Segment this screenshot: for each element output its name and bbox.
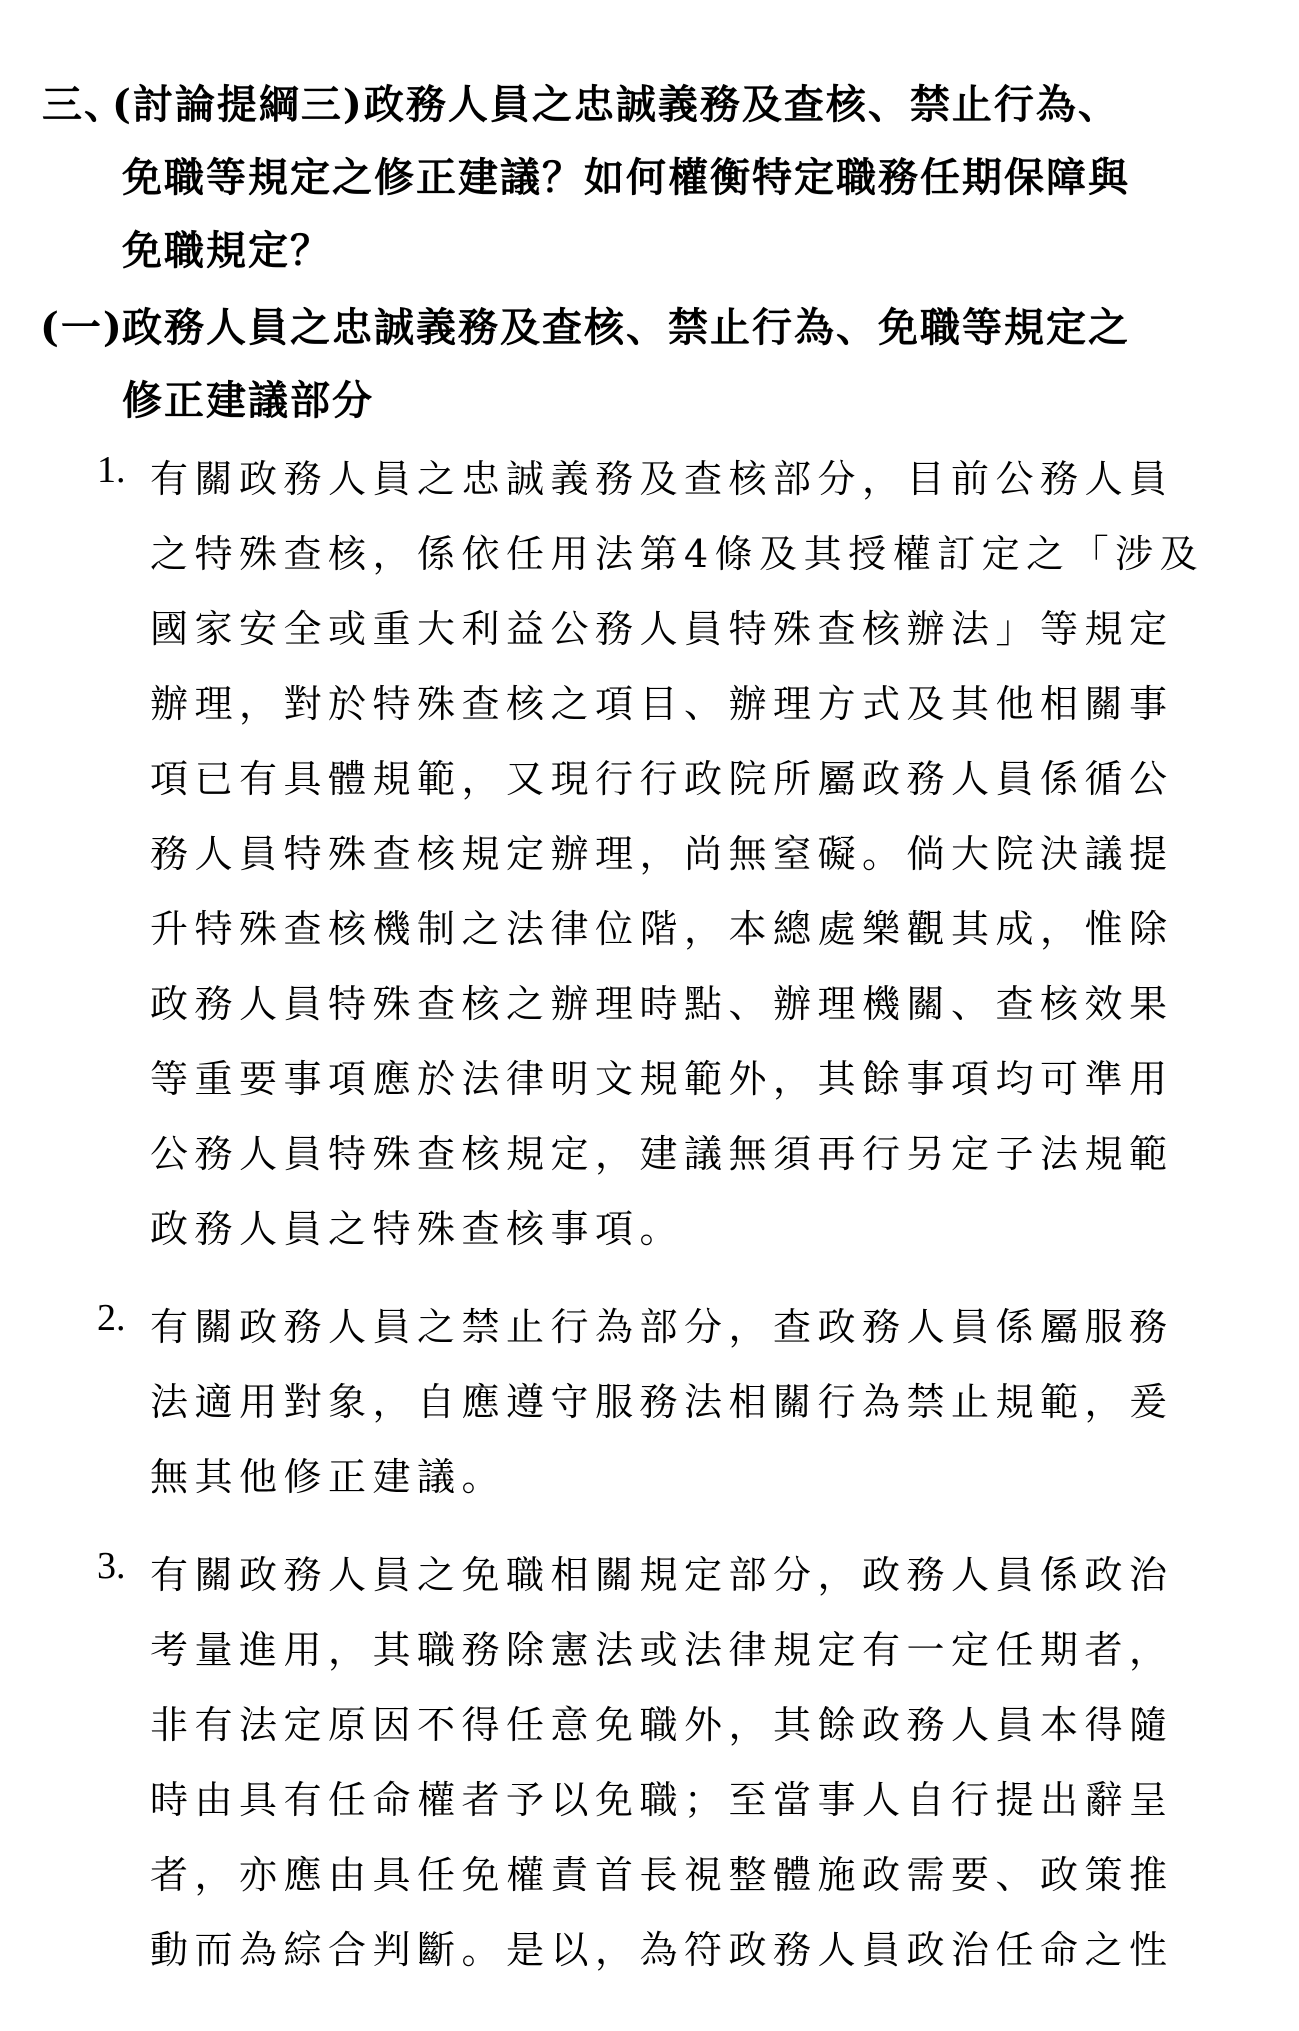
item-number: 3. xyxy=(97,1545,126,1587)
subsection-one-line-2: 修正建議部分 xyxy=(122,377,374,424)
item-line: 法適用對象，自應遵守服務法相關行為禁止規範，爰 xyxy=(150,1380,1174,1424)
item-line: 國家安全或重大利益公務人員特殊查核辦法」等規定 xyxy=(150,607,1174,651)
item-line: 務人員特殊查核規定辦理，尚無窒礙。倘大院決議提 xyxy=(150,832,1174,876)
item-line: 無其他修正建議。 xyxy=(150,1455,507,1499)
section-three-marker: 三、 xyxy=(42,81,126,128)
item-line: 有關政務人員之禁止行為部分，查政務人員係屬服務 xyxy=(150,1305,1174,1349)
item-line: 考量進用，其職務除憲法或法律規定有一定任期者， xyxy=(150,1628,1174,1672)
section-three-line-2: 免職等規定之修正建議？如何權衡特定職務任期保障與 xyxy=(122,154,1130,201)
item-line: 辦理，對於特殊查核之項目、辦理方式及其他相關事 xyxy=(150,682,1174,726)
item-line: 公務人員特殊查核規定，建議無須再行另定子法規範 xyxy=(150,1132,1174,1176)
subsection-one-line-1: 政務人員之忠誠義務及查核、禁止行為、免職等規定之 xyxy=(122,304,1130,351)
item-line: 政務人員特殊查核之辦理時點、辦理機關、查核效果 xyxy=(150,982,1174,1026)
item-line: 非有法定原因不得任意免職外，其餘政務人員本得隨 xyxy=(150,1703,1174,1747)
item-line: 有關政務人員之免職相關規定部分，政務人員係政治 xyxy=(150,1553,1174,1597)
item-line: 時由具有任命權者予以免職；至當事人自行提出辭呈 xyxy=(150,1778,1174,1822)
item-number: 2. xyxy=(97,1297,126,1339)
section-three-line-3: 免職規定？ xyxy=(122,227,332,274)
item-number: 1. xyxy=(97,449,126,491)
subsection-one-marker: (一) xyxy=(40,304,124,351)
item-line: 升特殊查核機制之法律位階，本總處樂觀其成，惟除 xyxy=(150,907,1174,951)
item-line: 等重要事項應於法律明文規範外，其餘事項均可準用 xyxy=(150,1057,1174,1101)
item-line: 政務人員之特殊查核事項。 xyxy=(150,1207,685,1251)
section-three-line-1: (討論提綱三)政務人員之忠誠義務及查核、禁止行為、 xyxy=(112,81,1120,128)
item-line: 之特殊查核，係依任用法第4條及其授權訂定之「涉及 xyxy=(150,532,1205,576)
item-line: 有關政務人員之忠誠義務及查核部分，目前公務人員 xyxy=(150,457,1174,501)
item-line: 項已有具體規範，又現行行政院所屬政務人員係循公 xyxy=(150,757,1174,801)
item-line: 動而為綜合判斷。是以，為符政務人員政治任命之性 xyxy=(150,1928,1174,1972)
item-line: 者，亦應由具任免權責首長視整體施政需要、政策推 xyxy=(150,1853,1174,1897)
